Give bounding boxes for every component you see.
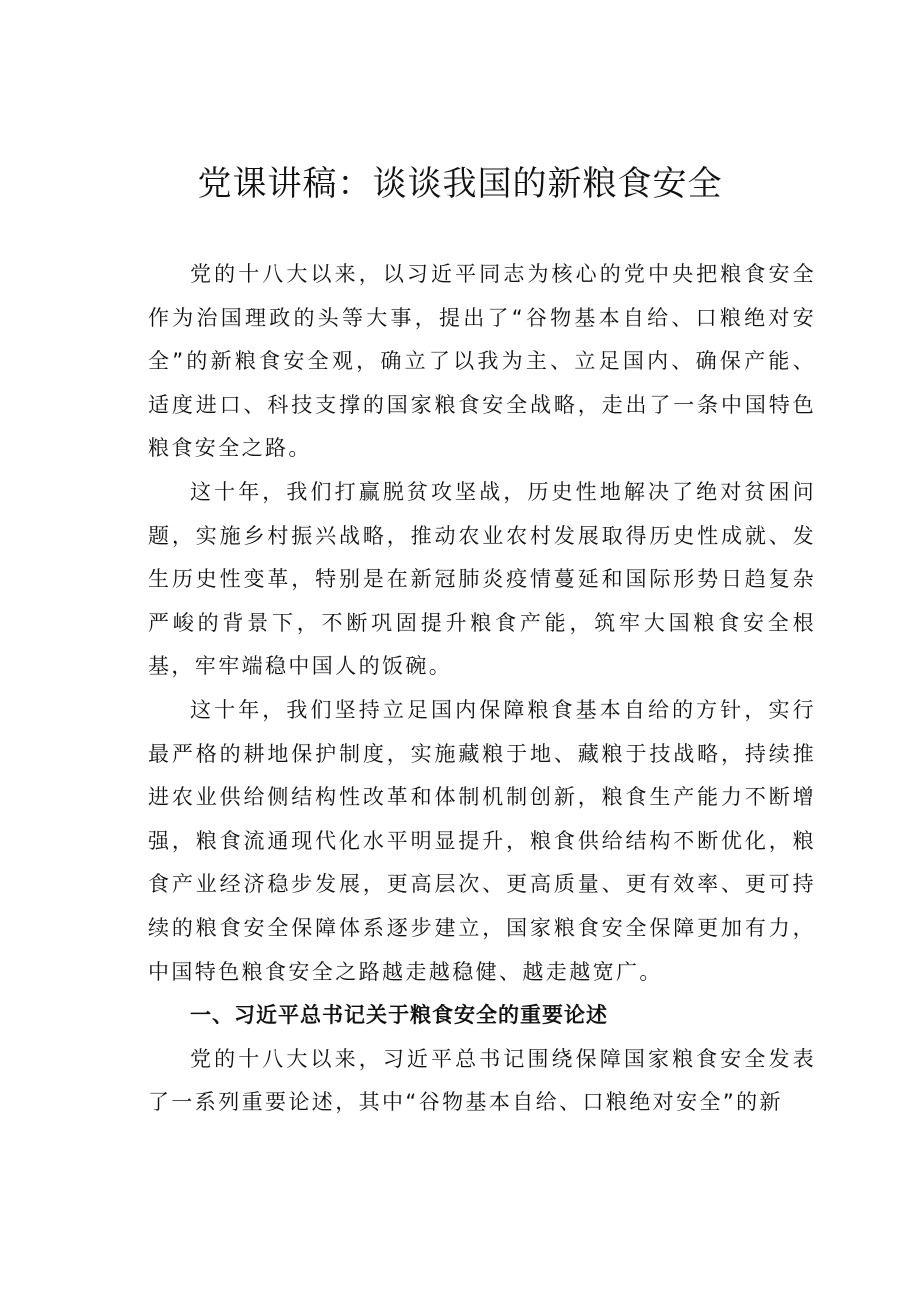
document-title: 党课讲稿：谈谈我国的新粮食安全 — [197, 164, 723, 204]
paragraph-section-one: 党的十八大以来，习近平总书记围绕保障国家粮食安全发表了一系列重要论述，其中“谷物基本自给、口粮绝对安全”的新 — [148, 1046, 816, 1115]
paragraph-poverty: 这十年，我们打赢脱贫攻坚战，历史性地解决了绝对贫困问题，实施乡村振兴战略，推动农业农村发展取得历史性成就、发生历史性变革，特别是在新冠肺炎疫情蔓延和国际形势日趋复杂严峻的背景下，不断巩固提升粮食产能，筑牢大国粮食安全根基，牢牢端稳中国人的饭碗。 — [148, 479, 816, 679]
document-body — [148, 253, 816, 1125]
paragraph-intro: 党的十八大以来，以习近平同志为核心的党中央把粮食安全作为治国理政的头等大事，提出了“谷物基本自给、口粮绝对安全”的新粮食安全观，确立了以我为主、立足国内、确保产能、适度进口、科技支撑的国家粮食安全战略，走出了一条中国特色粮食安全之路。 — [148, 262, 816, 461]
paragraph-policy: 这十年，我们坚持立足国内保障粮食基本自给的方针，实行最严格的耕地保护制度，实施藏粮于地、藏粮于技战略，持续推进农业供给侧结构性改革和体制机制创新，粮食生产能力不断增强，粮食流通现代化水平明显提升，粮食供给结构不断优化，粮食产业经济稳步发展，更高层次、更高质量、更有效率、更可持续的粮食安全保障体系逐步建立，国家粮食安全保障更加有力，中国特色粮食安全之路越走越稳健、越走越宽广。 — [148, 697, 816, 984]
section-heading: 一、习近平总书记关于粮食安全的重要论述 — [190, 1003, 608, 1028]
